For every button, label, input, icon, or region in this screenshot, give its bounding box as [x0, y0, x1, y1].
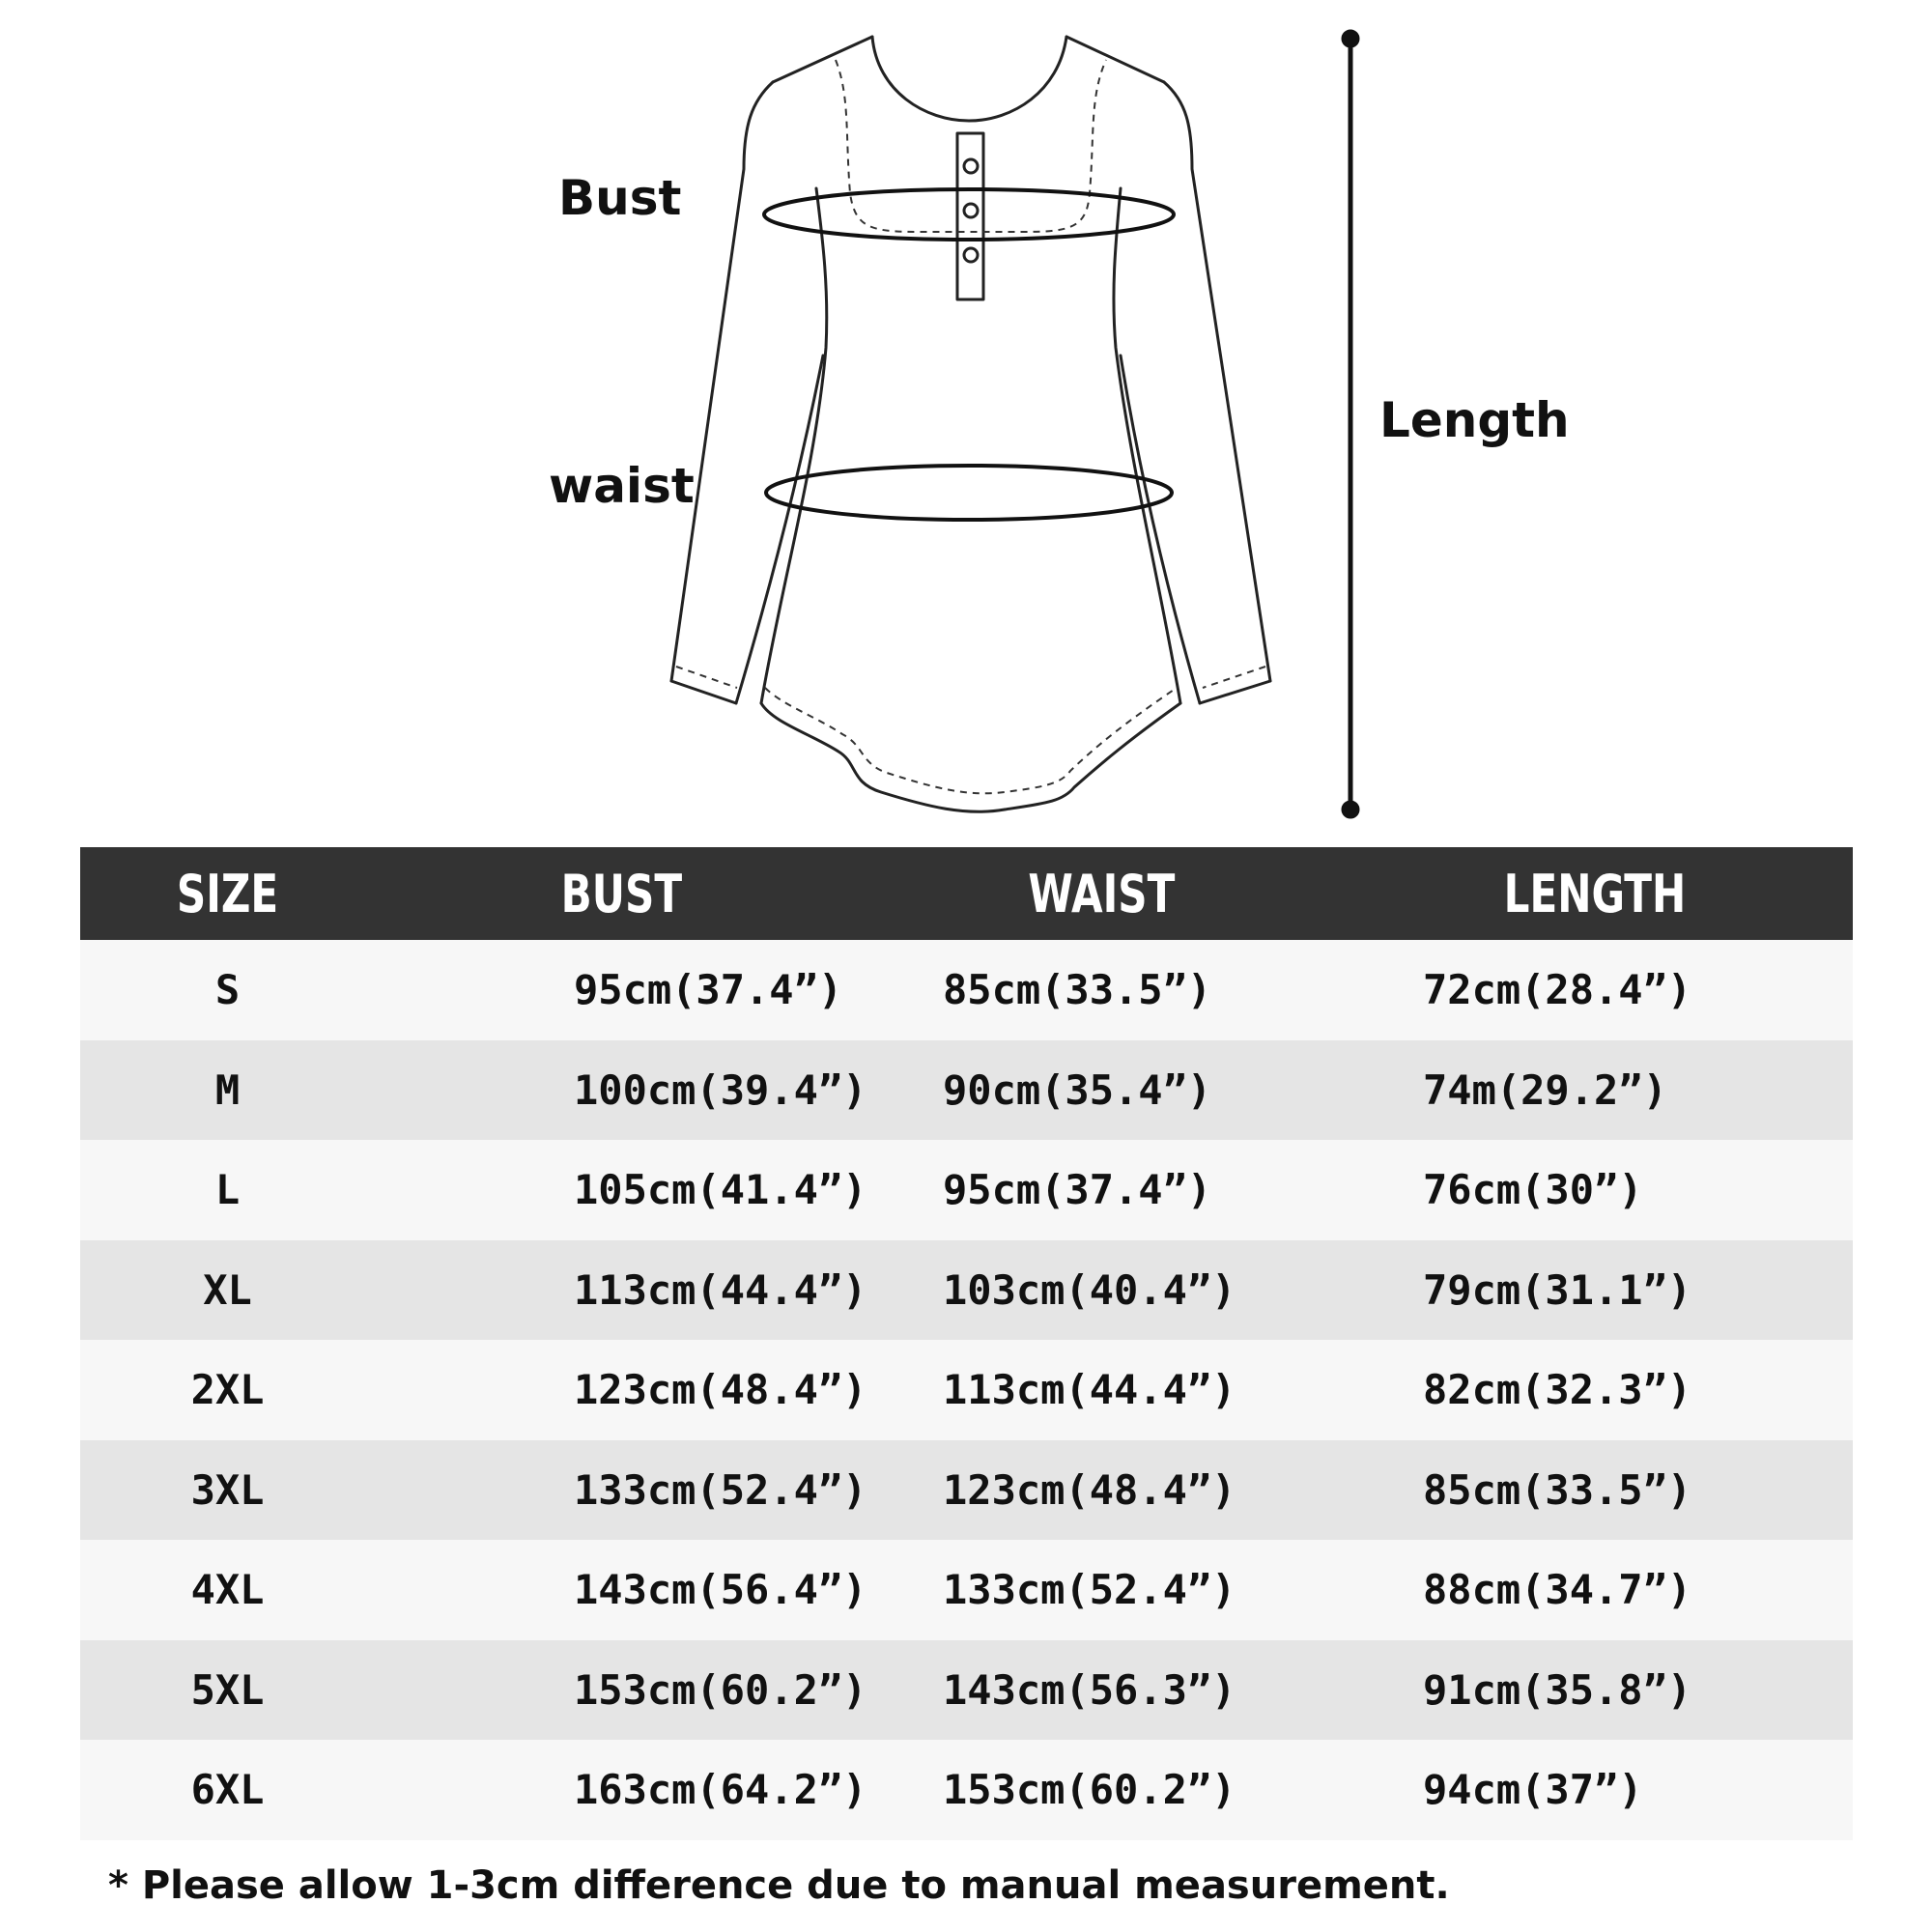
cell-bust: 105cm(41.4”)	[375, 1140, 867, 1240]
button-2	[964, 204, 978, 217]
cell-waist: 153cm(60.2”)	[867, 1740, 1336, 1840]
table-body	[80, 940, 1853, 1840]
cell-waist: 103cm(40.4”)	[867, 1240, 1336, 1341]
header-length: LENGTH	[1336, 847, 1853, 940]
table-row	[80, 1240, 1853, 1341]
cell-size: 4XL	[80, 1540, 375, 1640]
garment-diagram	[0, 0, 1932, 840]
cell-size: M	[80, 1040, 375, 1141]
cell-bust: 100cm(39.4”)	[375, 1040, 867, 1141]
length-top-dot	[1342, 30, 1359, 47]
header-size: SIZE	[80, 847, 375, 940]
cell-waist: 95cm(37.4”)	[867, 1140, 1336, 1240]
right-sleeve-inner	[1121, 355, 1200, 703]
body-left-side	[761, 188, 827, 703]
size-chart-table	[80, 847, 1853, 1840]
table-row	[80, 1740, 1853, 1840]
button-3	[964, 248, 978, 262]
cell-waist: 85cm(33.5”)	[867, 940, 1336, 1040]
right-cuff	[1200, 681, 1270, 703]
cell-size: XL	[80, 1240, 375, 1341]
waist-measure-ring	[766, 466, 1172, 520]
table-row	[80, 1640, 1853, 1741]
cell-waist: 143cm(56.3”)	[867, 1640, 1336, 1741]
cell-waist: 123cm(48.4”)	[867, 1440, 1336, 1541]
cell-bust: 153cm(60.2”)	[375, 1640, 867, 1741]
left-shoulder	[773, 37, 872, 82]
button-1	[964, 159, 978, 173]
yoke-stitch	[836, 60, 1106, 232]
cell-waist: 133cm(52.4”)	[867, 1540, 1336, 1640]
cell-length: 85cm(33.5”)	[1336, 1440, 1853, 1541]
cell-size: S	[80, 940, 375, 1040]
cell-bust: 113cm(44.4”)	[375, 1240, 867, 1341]
length-bottom-dot	[1342, 801, 1359, 818]
cell-size: 2XL	[80, 1340, 375, 1440]
cell-size: L	[80, 1140, 375, 1240]
header-bust: BUST	[375, 847, 867, 940]
left-sleeve-outer	[671, 82, 773, 681]
bust-measure-ring	[764, 189, 1174, 240]
cell-length: 72cm(28.4”)	[1336, 940, 1853, 1040]
waist-label: waist	[549, 458, 695, 514]
cell-length: 94cm(37”)	[1336, 1740, 1853, 1840]
neckline	[872, 37, 1066, 121]
table-row	[80, 1340, 1853, 1440]
table-row	[80, 940, 1853, 1040]
cell-bust: 163cm(64.2”)	[375, 1740, 867, 1840]
cell-size: 3XL	[80, 1440, 375, 1541]
cell-bust: 143cm(56.4”)	[375, 1540, 867, 1640]
right-sleeve-outer	[1164, 82, 1270, 681]
body-right-side	[1114, 188, 1180, 703]
cell-size: 5XL	[80, 1640, 375, 1741]
length-label: Length	[1379, 392, 1570, 448]
hem-stitch	[765, 688, 1177, 793]
cell-length: 82cm(32.3”)	[1336, 1340, 1853, 1440]
measurement-note: * Please allow 1-3cm difference due to manual measurement.	[108, 1863, 1450, 1908]
header-waist: WAIST	[867, 847, 1336, 940]
bodysuit-illustration	[0, 0, 1932, 840]
cell-length: 88cm(34.7”)	[1336, 1540, 1853, 1640]
right-shoulder	[1066, 37, 1164, 82]
cell-waist: 90cm(35.4”)	[867, 1040, 1336, 1141]
table-row	[80, 1040, 1853, 1141]
cell-bust: 133cm(52.4”)	[375, 1440, 867, 1541]
table-row	[80, 1140, 1853, 1240]
cell-bust: 95cm(37.4”)	[375, 940, 867, 1040]
left-sleeve-inner	[736, 355, 823, 703]
cell-waist: 113cm(44.4”)	[867, 1340, 1336, 1440]
cell-bust: 123cm(48.4”)	[375, 1340, 867, 1440]
table-header-row	[80, 847, 1853, 940]
cell-size: 6XL	[80, 1740, 375, 1840]
hem	[761, 703, 1180, 811]
cell-length: 74m(29.2”)	[1336, 1040, 1853, 1141]
table-row	[80, 1540, 1853, 1640]
cell-length: 76cm(30”)	[1336, 1140, 1853, 1240]
cell-length: 91cm(35.8”)	[1336, 1640, 1853, 1741]
cell-length: 79cm(31.1”)	[1336, 1240, 1853, 1341]
table-row	[80, 1440, 1853, 1541]
bust-label: Bust	[558, 170, 682, 226]
